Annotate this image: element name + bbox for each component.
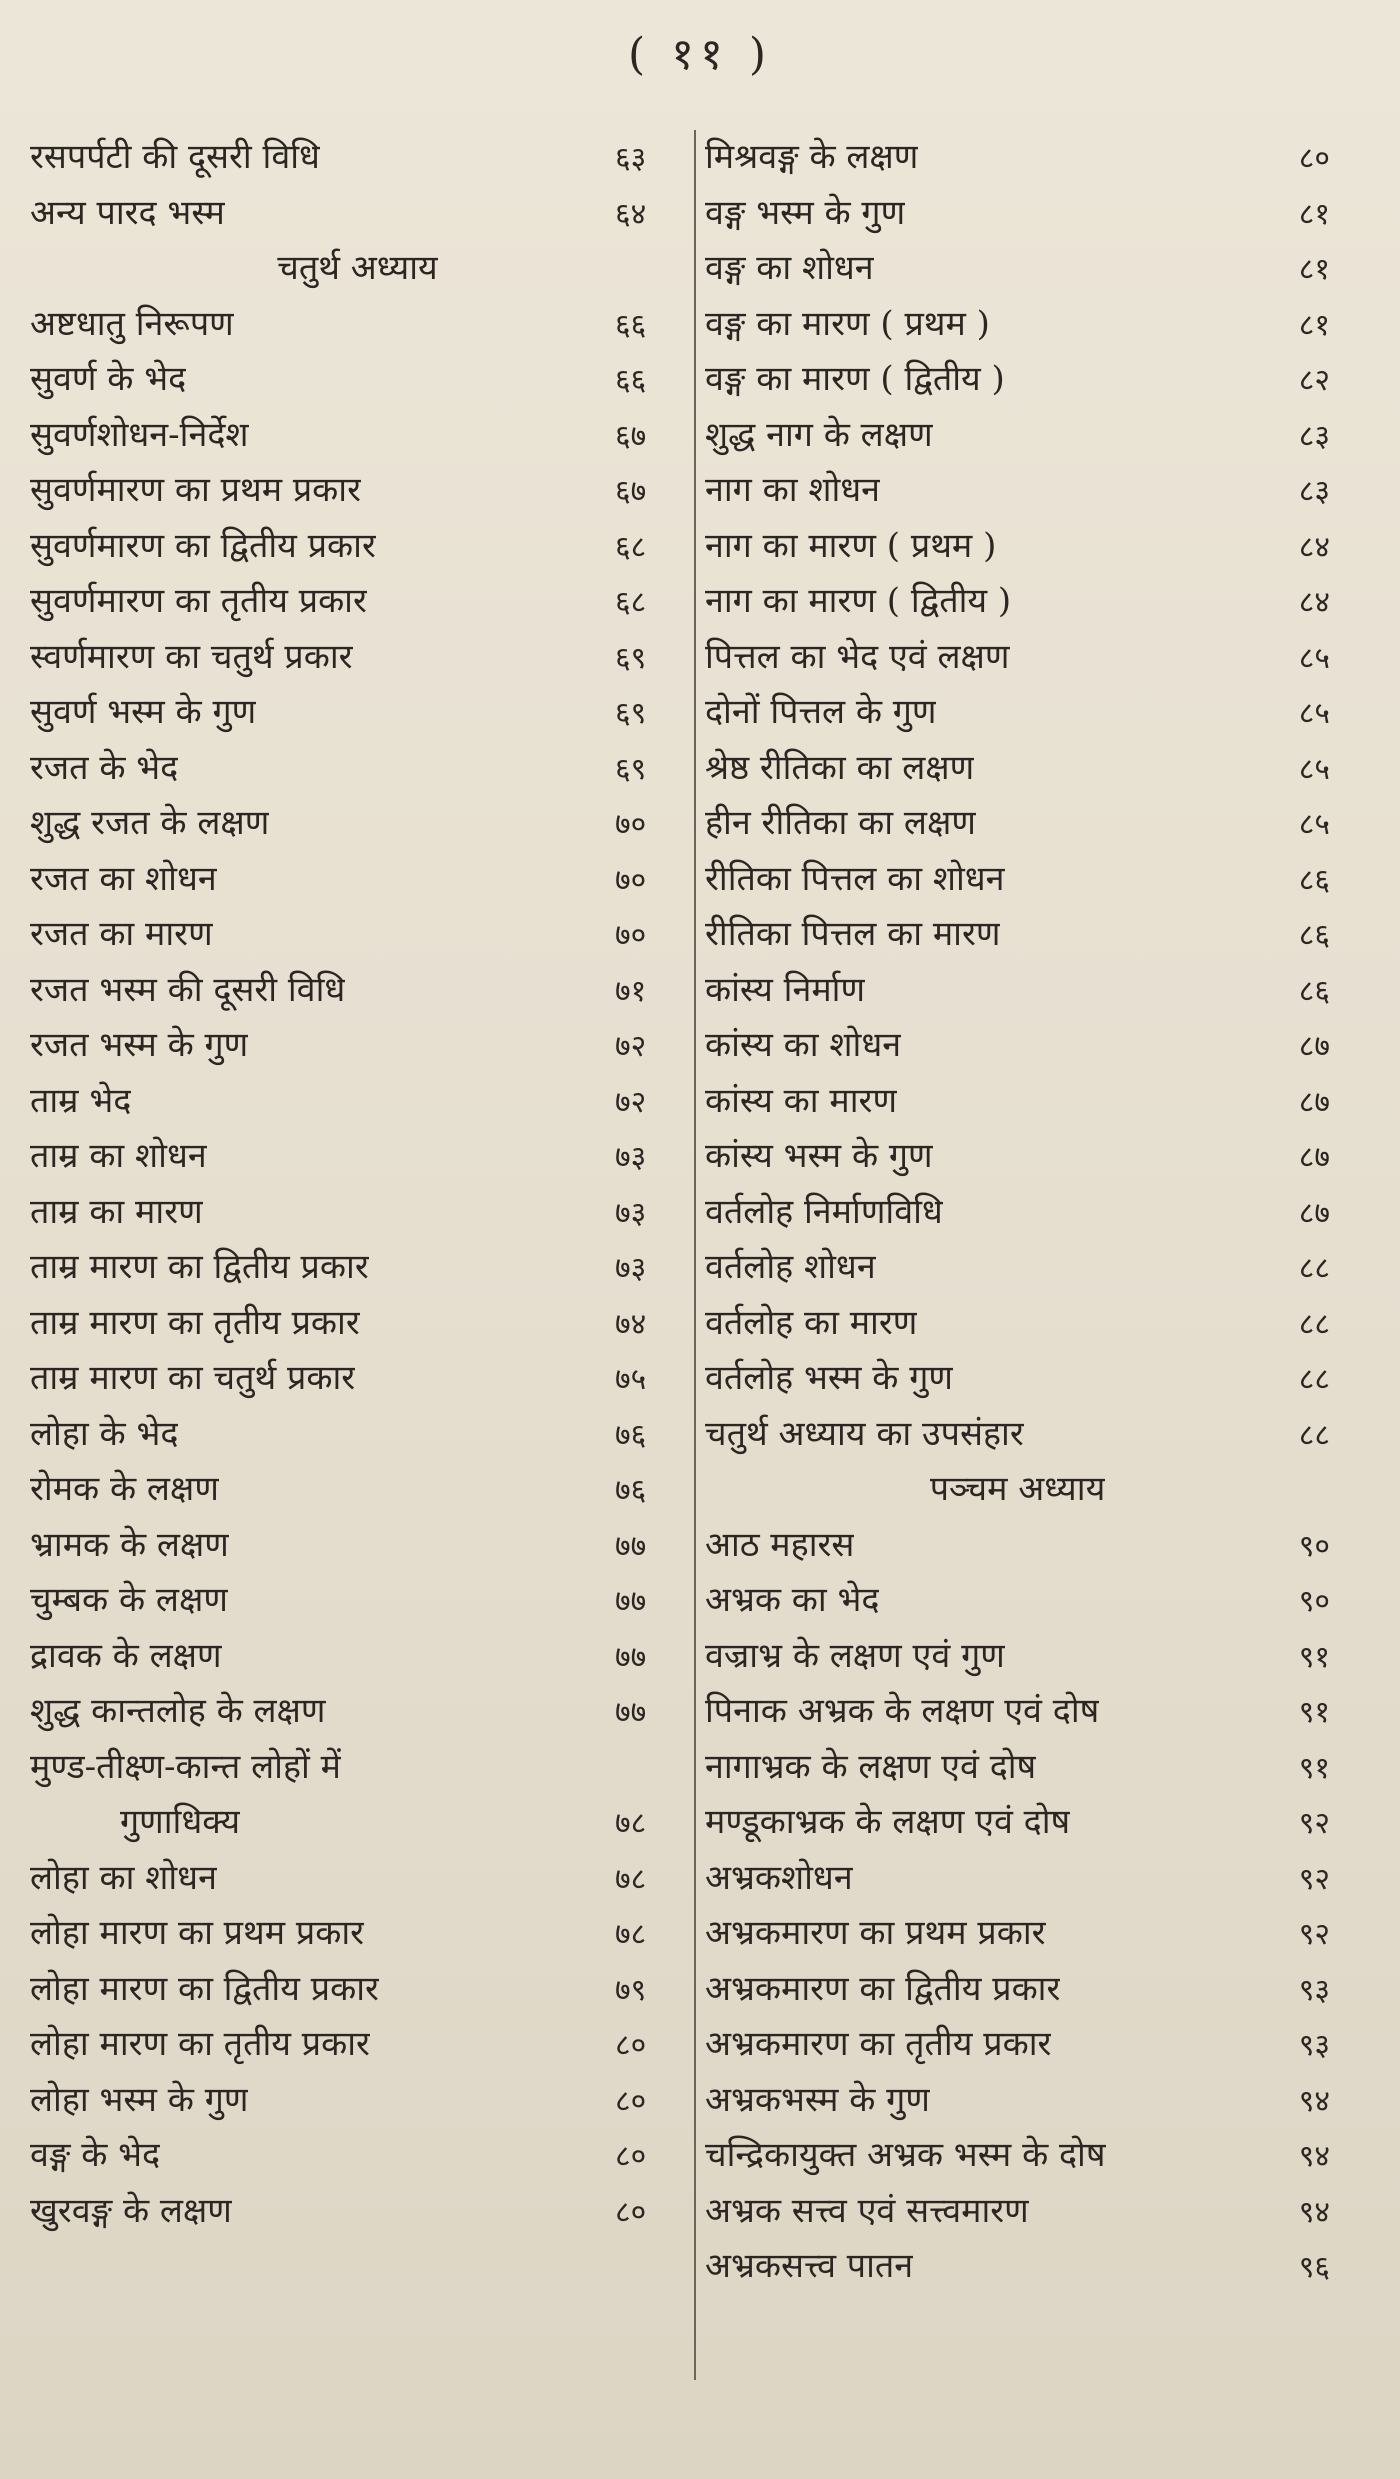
toc-entry-title: ताम्र मारण का द्वितीय प्रकार — [30, 1247, 369, 1287]
toc-entry — [30, 186, 685, 242]
toc-entry-page: ८८ — [1298, 1306, 1330, 1342]
toc-entry — [30, 519, 685, 575]
toc-entry — [705, 2073, 1330, 2129]
toc-entry-title: पिनाक अभ्रक के लक्षण एवं दोष — [705, 1691, 1100, 1731]
chapter-heading — [705, 1462, 1330, 1518]
toc-entry — [705, 130, 1330, 186]
toc-entry-page: ८६ — [1298, 918, 1330, 953]
toc-entry-title: रजत के भेद — [30, 747, 179, 788]
toc-entry-page: ६९ — [615, 751, 647, 787]
toc-entry-page: ७७ — [615, 1695, 647, 1730]
toc-entry-page: ७६ — [615, 1473, 647, 1508]
toc-entry — [705, 1129, 1330, 1185]
toc-entry-title: अभ्रकमारण का तृतीय प्रकार — [705, 2024, 1052, 2064]
toc-entry-page: ६९ — [615, 696, 647, 731]
toc-entry-title: शुद्ध नाग के लक्षण — [705, 414, 933, 455]
toc-entry-title: द्रावक के लक्षण — [30, 1635, 222, 1676]
toc-entry — [705, 1740, 1330, 1796]
toc-entry-page: ७८ — [615, 1917, 647, 1952]
toc-entry-page: ९१ — [1298, 1639, 1330, 1675]
toc-entry-title: अभ्रकसत्त्व पातन — [705, 2246, 914, 2286]
toc-entry-page: ८३ — [1298, 418, 1330, 454]
toc-entry-title: वङ्ग का मारण ( प्रथम ) — [705, 303, 990, 344]
toc-entry-title: रीतिका पित्तल का मारण — [705, 914, 1001, 954]
toc-entry — [30, 741, 685, 797]
toc-entry — [30, 2128, 685, 2184]
toc-entry-page: ८७ — [1298, 1195, 1330, 1231]
toc-entry-page: ९३ — [1298, 2028, 1330, 2063]
toc-entry — [705, 463, 1330, 519]
toc-entry — [30, 685, 685, 741]
toc-entry — [30, 1851, 685, 1907]
toc-entry-title: कांस्य भस्म के गुण — [705, 1136, 933, 1176]
toc-entry — [705, 1795, 1330, 1851]
chapter-heading-title: चतुर्थ अध्याय — [277, 248, 438, 288]
chapter-heading-title: पञ्चम अध्याय — [929, 1469, 1106, 1509]
toc-entry — [30, 907, 685, 963]
toc-entry-title: वर्तलोह का मारण — [705, 1302, 918, 1343]
toc-entry-page: ८१ — [1298, 196, 1330, 232]
toc-entry-page: ८२ — [1298, 363, 1330, 398]
toc-entry-title: रोमक के लक्षण — [30, 1469, 219, 1509]
toc-entry-page: ९४ — [1298, 2194, 1330, 2230]
toc-entry-title: खुरवङ्ग के लक्षण — [30, 2190, 232, 2231]
toc-entry — [705, 1074, 1330, 1130]
toc-entry — [705, 1240, 1330, 1296]
toc-entry-page: ६३ — [615, 141, 647, 176]
toc-entry — [705, 1962, 1330, 2018]
toc-entry-title: वङ्ग के भेद — [30, 2135, 161, 2175]
toc-entry-page: ९० — [1298, 1528, 1330, 1564]
toc-entry — [705, 186, 1330, 242]
toc-entry-title: मुण्ड-तीक्ष्ण-कान्त लोहों में — [30, 1746, 341, 1787]
toc-entry-title: कांस्य का शोधन — [705, 1025, 902, 1065]
toc-entry-page: ६७ — [615, 474, 647, 509]
toc-entry-page: ७४ — [615, 1306, 647, 1342]
toc-entry-title: ताम्र भेद — [30, 1080, 132, 1121]
toc-entry — [705, 963, 1330, 1019]
toc-entry-page: ७३ — [615, 1251, 647, 1286]
toc-entry — [30, 1240, 685, 1296]
toc-entry-page: ८७ — [1298, 1084, 1330, 1120]
toc-entry-page: ८० — [1298, 141, 1330, 176]
toc-entry-page: ८० — [615, 2028, 647, 2063]
toc-entry-title: भ्रामक के लक्षण — [30, 1524, 229, 1565]
toc-entry-title: ताम्र मारण का चतुर्थ प्रकार — [30, 1358, 356, 1398]
toc-entry-page: ७३ — [615, 1140, 647, 1175]
toc-entry-title: श्रेष्ठ रीतिका का लक्षण — [705, 747, 975, 788]
toc-entry — [705, 2128, 1330, 2184]
toc-entry-title: सुवर्णमारण का प्रथम प्रकार — [30, 470, 362, 510]
toc-entry-page: ६६ — [615, 363, 647, 398]
toc-entry — [30, 1074, 685, 1130]
toc-entry-page: ८८ — [1298, 1251, 1330, 1286]
toc-entry-page: ९२ — [1298, 1861, 1330, 1897]
toc-entry-title: लोहा के भेद — [30, 1413, 179, 1454]
toc-entry — [705, 574, 1330, 630]
toc-entry — [30, 1185, 685, 1241]
toc-entry — [705, 630, 1330, 686]
toc-entry-page: ८० — [615, 2083, 647, 2119]
toc-left-column — [30, 130, 685, 2239]
toc-entry-title: हीन रीतिका का लक्षण — [705, 803, 976, 843]
toc-entry — [30, 852, 685, 908]
toc-entry-page: ८७ — [1298, 1029, 1330, 1064]
toc-entry-title: नाग का मारण ( प्रथम ) — [705, 525, 997, 566]
toc-entry — [30, 352, 685, 408]
toc-entry-page: ६८ — [615, 529, 647, 565]
toc-entry-title: पित्तल का भेद एवं लक्षण — [705, 636, 1010, 677]
toc-entry-page: ७२ — [615, 1084, 647, 1120]
toc-entry — [30, 2073, 685, 2129]
toc-entry-page: ९१ — [1298, 1695, 1330, 1730]
toc-entry-page: ८३ — [1298, 474, 1330, 509]
toc-entry-title: रजत का मारण — [30, 914, 213, 954]
toc-entry-page: ८५ — [1298, 807, 1330, 842]
toc-entry — [30, 963, 685, 1019]
toc-entry-title: नाग का शोधन — [705, 470, 881, 510]
toc-entry — [705, 852, 1330, 908]
toc-entry-title: सुवर्णमारण का तृतीय प्रकार — [30, 581, 367, 621]
toc-entry-title: अभ्रकमारण का द्वितीय प्रकार — [705, 1968, 1061, 2009]
toc-entry-page: ७० — [615, 918, 647, 953]
toc-entry-page: ७७ — [615, 1639, 647, 1675]
toc-entry-page: ७३ — [615, 1195, 647, 1231]
toc-entry — [705, 741, 1330, 797]
toc-entry-title: अभ्रकभस्म के गुण — [705, 2079, 930, 2120]
toc-entry — [705, 241, 1330, 297]
toc-entry — [30, 630, 685, 686]
toc-entry — [705, 408, 1330, 464]
toc-entry-page: ८६ — [1298, 973, 1330, 1009]
toc-entry — [705, 1684, 1330, 1740]
toc-entry — [30, 1462, 685, 1518]
toc-entry-page: ८१ — [1298, 252, 1330, 287]
toc-entry-title: दोनों पित्तल के गुण — [705, 692, 937, 732]
toc-entry-title: वर्तलोह निर्माणविधि — [705, 1191, 943, 1232]
toc-entry-title: अष्टधातु निरूपण — [30, 303, 234, 344]
toc-entry-page: ७८ — [615, 1861, 647, 1897]
toc-entry — [705, 1629, 1330, 1685]
toc-entry-page: ७८ — [615, 1806, 647, 1841]
toc-entry-page: ८४ — [1298, 585, 1330, 620]
toc-entry-title: अन्य पारद भस्म — [30, 192, 225, 233]
toc-entry — [705, 1573, 1330, 1629]
toc-entry-page: ६९ — [615, 640, 647, 676]
toc-entry-title: लोहा भस्म के गुण — [30, 2079, 249, 2120]
toc-entry-page: ६४ — [615, 196, 647, 232]
toc-entry-title: लोहा मारण का प्रथम प्रकार — [30, 1913, 365, 1953]
toc-entry — [30, 1518, 685, 1574]
toc-entry — [30, 297, 685, 353]
toc-entry — [705, 907, 1330, 963]
toc-entry-page: ७७ — [615, 1528, 647, 1564]
toc-entry-page: ९२ — [1298, 1917, 1330, 1952]
toc-entry — [705, 1018, 1330, 1074]
toc-entry — [30, 1351, 685, 1407]
toc-entry-title: ताम्र का मारण — [30, 1191, 203, 1232]
toc-entry-page: ९१ — [1298, 1750, 1330, 1786]
toc-entry-title: चन्द्रिकायुक्त अभ्रक भस्म के दोष — [705, 2135, 1106, 2175]
toc-entry-title: नाग का मारण ( द्वितीय ) — [705, 581, 1012, 621]
toc-entry — [30, 1018, 685, 1074]
toc-entry-page: ७९ — [615, 1972, 647, 2008]
toc-entry-title: रजत का शोधन — [30, 858, 217, 899]
toc-entry-page: ८० — [615, 2194, 647, 2230]
toc-entry-title: स्वर्णमारण का चतुर्थ प्रकार — [30, 636, 353, 677]
toc-entry-title: कांस्य का मारण — [705, 1080, 898, 1121]
toc-entry-page: ८८ — [1298, 1417, 1330, 1453]
toc-entry-title: शुद्ध रजत के लक्षण — [30, 803, 270, 843]
toc-entry-page: ९३ — [1298, 1972, 1330, 2008]
toc-entry-page: ७० — [615, 862, 647, 898]
toc-entry-page: ७६ — [615, 1417, 647, 1453]
toc-entry-title: मण्डूकाभ्रक के लक्षण एवं दोष — [705, 1802, 1071, 1842]
toc-entry — [705, 2184, 1330, 2240]
toc-entry — [705, 2017, 1330, 2073]
toc-entry-page: ९६ — [1298, 2250, 1330, 2285]
toc-entry-title: रसपर्पटी की दूसरी विधि — [30, 137, 320, 177]
toc-entry — [30, 1962, 685, 2018]
toc-right-column — [705, 130, 1330, 2295]
toc-entry-title: रजत भस्म के गुण — [30, 1025, 249, 1065]
toc-entry-title: ताम्र मारण का तृतीय प्रकार — [30, 1302, 360, 1343]
toc-entry-page: ७० — [615, 807, 647, 842]
toc-entry-page: ७७ — [615, 1584, 647, 1619]
toc-entry — [30, 1684, 685, 1740]
toc-entry-title: नागाभ्रक के लक्षण एवं दोष — [705, 1746, 1037, 1787]
toc-entry — [30, 463, 685, 519]
toc-entry-title: लोहा का शोधन — [30, 1857, 217, 1898]
toc-entry-title: लोहा मारण का द्वितीय प्रकार — [30, 1968, 379, 2009]
toc-entry — [705, 796, 1330, 852]
toc-entry-page: ८० — [615, 2139, 647, 2174]
toc-entry — [30, 1629, 685, 1685]
toc-entry-title: वङ्ग का मारण ( द्वितीय ) — [705, 359, 1005, 399]
toc-entry — [30, 1795, 685, 1851]
toc-entry-page: ६६ — [615, 307, 647, 343]
toc-entry-page: ९४ — [1298, 2083, 1330, 2119]
toc-entry-title: वङ्ग का शोधन — [705, 248, 874, 288]
toc-entry — [705, 1351, 1330, 1407]
page-number: ( ११ ) — [627, 29, 773, 80]
toc-entry-title: सुवर्णमारण का द्वितीय प्रकार — [30, 525, 376, 566]
toc-entry — [30, 1296, 685, 1352]
column-divider — [694, 130, 696, 2380]
toc-entry-title: कांस्य निर्माण — [705, 969, 866, 1010]
toc-entry — [30, 2017, 685, 2073]
toc-entry — [705, 1906, 1330, 1962]
toc-entry-page: ८५ — [1298, 751, 1330, 787]
toc-entry — [30, 2184, 685, 2240]
toc-entry — [30, 1129, 685, 1185]
toc-entry-title: रजत भस्म की दूसरी विधि — [30, 969, 346, 1010]
toc-entry — [705, 1407, 1330, 1463]
toc-entry — [705, 2239, 1330, 2295]
toc-entry — [30, 1906, 685, 1962]
toc-entry-page: ६८ — [615, 585, 647, 620]
toc-entry — [30, 1407, 685, 1463]
toc-entry-title: मिश्रवङ्ग के लक्षण — [705, 137, 919, 177]
chapter-heading — [30, 241, 685, 297]
toc-entry-page: ६७ — [615, 418, 647, 454]
toc-entry-title: रीतिका पित्तल का शोधन — [705, 858, 1005, 899]
toc-entry-page: ८५ — [1298, 696, 1330, 731]
toc-entry — [30, 130, 685, 186]
toc-entry — [705, 685, 1330, 741]
toc-entry — [30, 574, 685, 630]
toc-entry-title: चतुर्थ अध्याय का उपसंहार — [705, 1413, 1024, 1454]
toc-entry-title: वर्तलोह शोधन — [705, 1247, 876, 1287]
toc-entry-title: शुद्ध कान्तलोह के लक्षण — [30, 1691, 326, 1731]
toc-entry — [30, 1573, 685, 1629]
toc-entry-title: सुवर्णशोधन-निर्देश — [30, 414, 249, 455]
toc-entry-title: वङ्ग भस्म के गुण — [705, 192, 906, 233]
toc-entry-page: ८१ — [1298, 307, 1330, 343]
toc-entry-page: ७१ — [615, 973, 647, 1009]
toc-entry — [30, 1740, 685, 1796]
toc-entry-title: गुणाधिक्य — [120, 1802, 241, 1842]
toc-entry-title: वज्राभ्र के लक्षण एवं गुण — [705, 1635, 1005, 1676]
toc-entry-title: सुवर्ण के भेद — [30, 359, 187, 399]
toc-entry — [705, 1518, 1330, 1574]
toc-entry-title: अभ्रक सत्त्व एवं सत्त्वमारण — [705, 2190, 1029, 2231]
toc-entry-page: ९० — [1298, 1584, 1330, 1619]
toc-entry — [705, 352, 1330, 408]
toc-entry-title: आठ महारस — [705, 1524, 855, 1565]
toc-entry-page: ८४ — [1298, 529, 1330, 565]
toc-entry-page: ७२ — [615, 1029, 647, 1064]
toc-entry-title: ताम्र का शोधन — [30, 1136, 207, 1176]
toc-entry — [705, 297, 1330, 353]
toc-entry-title: अभ्रकमारण का प्रथम प्रकार — [705, 1913, 1046, 1953]
toc-entry-title: सुवर्ण भस्म के गुण — [30, 692, 257, 732]
toc-entry-page: ९२ — [1298, 1806, 1330, 1841]
toc-entry-page: ८६ — [1298, 862, 1330, 898]
toc-entry-page: ८५ — [1298, 640, 1330, 676]
toc-entry-page: ८७ — [1298, 1140, 1330, 1175]
toc-entry — [705, 1185, 1330, 1241]
toc-entry — [705, 519, 1330, 575]
toc-entry-page: ८८ — [1298, 1362, 1330, 1397]
toc-entry-page: ७५ — [615, 1362, 647, 1397]
toc-entry-title: अभ्रक का भेद — [705, 1580, 880, 1620]
toc-entry — [30, 408, 685, 464]
toc-entry-title: वर्तलोह भस्म के गुण — [705, 1358, 953, 1398]
toc-entry-title: चुम्बक के लक्षण — [30, 1580, 228, 1620]
toc-entry-title: अभ्रकशोधन — [705, 1857, 853, 1898]
toc-entry — [705, 1851, 1330, 1907]
toc-entry-title: लोहा मारण का तृतीय प्रकार — [30, 2024, 370, 2064]
toc-entry — [705, 1296, 1330, 1352]
toc-entry — [30, 796, 685, 852]
toc-entry-page: ९४ — [1298, 2139, 1330, 2174]
